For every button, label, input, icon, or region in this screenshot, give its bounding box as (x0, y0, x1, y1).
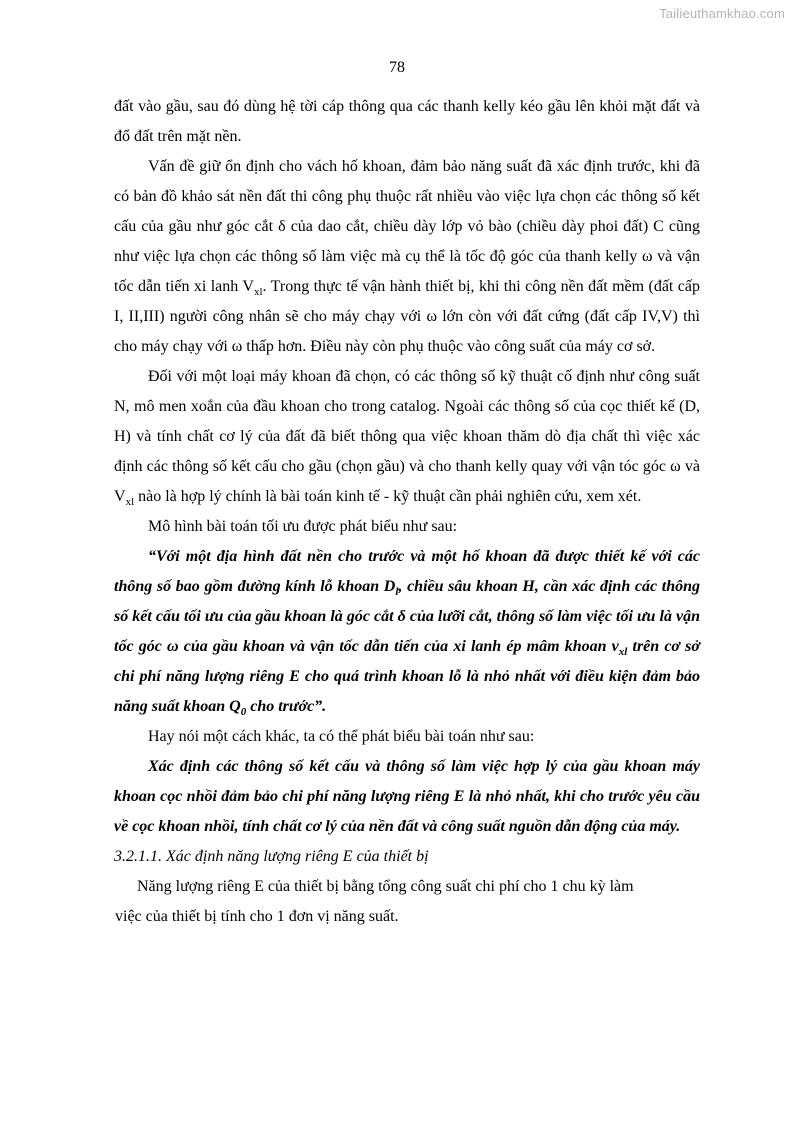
problem-statement-text-a: “Với một địa hình đất nền cho trước và một hố khoan đã được thiết kế với các thông số bao gồm đường kính lỗ khoan D (114, 548, 700, 595)
paragraph-2-text-a: Vấn đề giữ ổn định cho vách hố khoan, đảm bảo năng suất đã xác định trước, khi đã có bản đồ khảo sát nền đất thi công phụ thuộc rất nhiều vào việc lựa chọn các thông số kết cấu của gầu như góc cắt δ của dao cắt, chiều dày lớp vỏ bào (chiều dày phoi đất) C cũng như việc lựa chọn các thông số làm việc mà cụ thể là tốc độ góc của thanh kelly ω và vận tốc dẫn tiến xi lanh V (114, 158, 700, 295)
document-body (114, 92, 700, 932)
paragraph-2-subscript: xl (253, 286, 263, 299)
problem-statement-sub-l: l (395, 586, 399, 599)
paragraph-6: Hay nói một cách khác, ta có thể phát biểu bài toán như sau: (148, 728, 535, 745)
paragraph-3-text-b: nào là hợp lý chính là bài toán kinh tế - kỹ thuật cần phải nghiên cứu, xem xét. (134, 488, 642, 505)
problem-statement-sub-0: 0 (240, 706, 247, 719)
paragraph-1: đất vào gầu, sau đó dùng hệ tời cáp thông qua các thanh kelly kéo gầu lên khỏi mặt đất và đổ đất trên mặt nền. (114, 98, 700, 145)
page-number: 78 (389, 59, 405, 76)
paragraph-2-text-b: . Trong thực tế vận hành thiết bị, khi thi công nền đất mềm (đất cấp I, II,III) người công nhân sẽ cho máy chạy với ω lớn còn với đất cứng (đất cấp IV,V) thì cho máy chạy với ω thấp hơn. Điều này còn phụ thuộc vào công suất của máy cơ sở. (114, 278, 700, 355)
paragraph-8-line-2: việc của thiết bị tính cho 1 đơn vị năng suất. (115, 908, 399, 925)
paragraph-4: Mô hình bài toán tối ưu được phát biểu như sau: (148, 518, 458, 535)
paragraph-2 (114, 152, 700, 362)
paragraph-3-subscript: xl (125, 496, 135, 509)
restated-problem: Xác định các thông số kết cấu và thông số làm việc hợp lý của gầu khoan máy khoan cọc nhồi đảm bảo chi phí năng lượng riêng E là nhỏ nhất, khi cho trước yêu cầu về cọc khoan nhồi, tính chất cơ lý của nền đất và công suất nguồn dẫn động của máy. (114, 758, 700, 835)
problem-statement (114, 542, 700, 722)
section-heading: 3.2.1.1. Xác định năng lượng riêng E của thiết bị (114, 848, 429, 865)
problem-statement-text-d: cho trước”. (246, 698, 327, 715)
paragraph-3 (114, 362, 700, 512)
watermark-text: Tailieuthamkhao.com (659, 6, 785, 21)
problem-statement-text-c: trên cơ sở chi phí năng lượng riêng E cho quá trình khoan lỗ là nhỏ nhất với điều kiện đảm bảo năng suất khoan Q (114, 638, 700, 715)
problem-statement-sub-xl: xl (618, 646, 628, 659)
paragraph-3-text-a: Đối với một loại máy khoan đã chọn, có các thông số kỹ thuật cố định như công suất N, mô men xoắn của đầu khoan cho trong catalog. Ngoài các thông số của cọc thiết kế (D, H) và tính chất cơ lý của đất đã biết thông qua việc khoan thăm dò địa chất thì việc xác định các thông số kết cấu cho gầu (chọn gầu) và cho thanh kelly quay với vận tóc góc ω và V (114, 368, 700, 505)
problem-statement-text-b: , chiều sâu khoan H, cần xác định các thông số kết cấu tối ưu của gầu khoan là góc cắt δ của lưỡi cắt, thông số làm việc tối ưu là vận tốc góc ω của gầu khoan và vận tốc dẫn tiến của xi lanh ép mâm khoan v (114, 578, 700, 655)
paragraph-8-line-1: Năng lượng riêng E của thiết bị bằng tổng công suất chi phí cho 1 chu kỳ làm (137, 878, 634, 895)
